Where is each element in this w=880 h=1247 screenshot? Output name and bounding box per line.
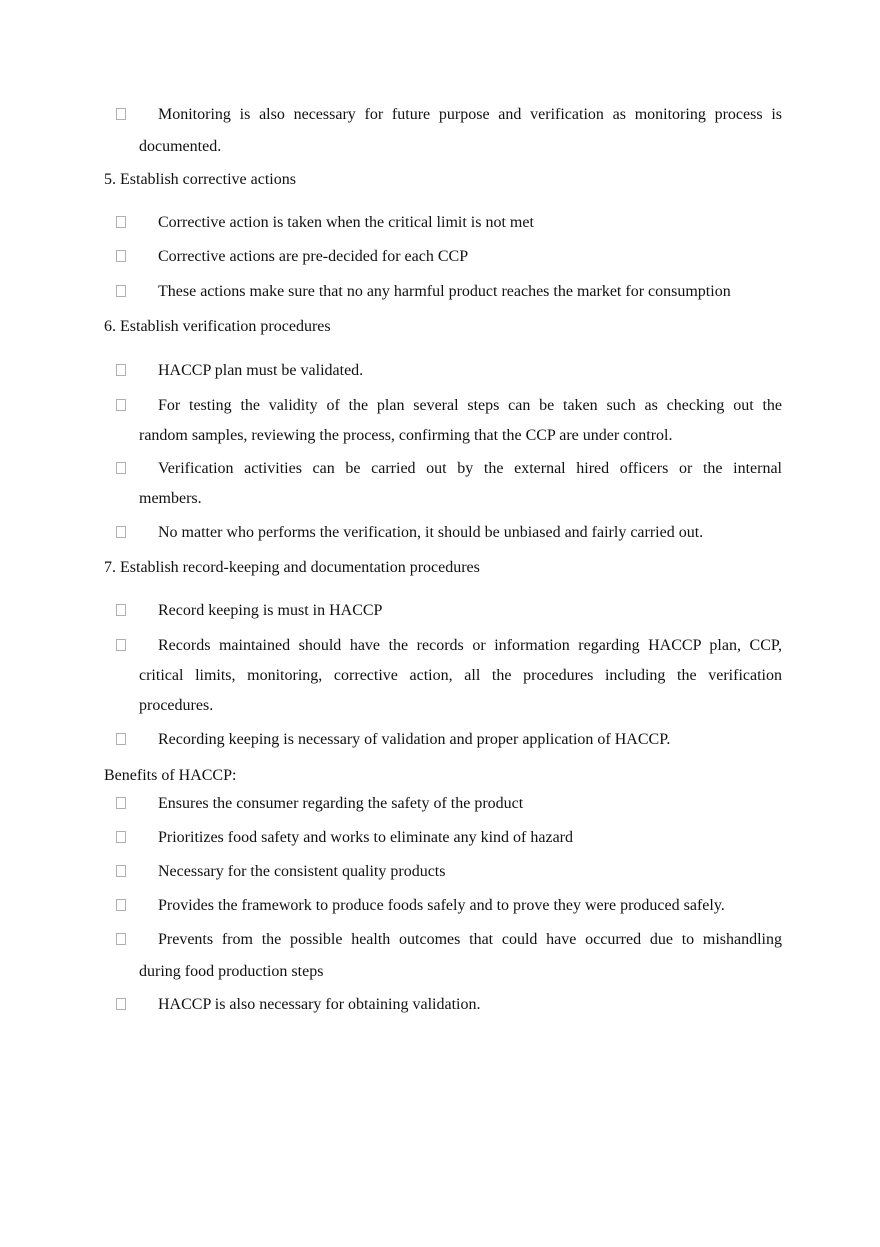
section-heading: 7. Establish record-keeping and documentation procedures — [104, 559, 480, 576]
bullet-text: Corrective action is taken when the critical limit is not met — [158, 214, 534, 231]
bullet-text: HACCP is also necessary for obtaining validation. — [158, 996, 481, 1013]
bullet-continuation-text: documented. — [139, 138, 222, 155]
bullet-continuation-text: during food production steps — [139, 963, 324, 980]
missing-glyph-bullet-icon — [116, 639, 126, 651]
bullet-item — [116, 277, 782, 307]
bullet-text: Records maintained should have the records or information regarding HACCP plan, CCP, — [158, 637, 782, 654]
missing-glyph-bullet-icon — [116, 831, 126, 843]
bullet-item — [116, 857, 782, 887]
bullet-item — [116, 100, 782, 130]
bullet-item — [116, 891, 782, 921]
bullet-continuation-text: members. — [139, 490, 202, 507]
bullet-item — [116, 990, 782, 1020]
bullet-text: Necessary for the consistent quality products — [158, 863, 446, 880]
missing-glyph-bullet-icon — [116, 604, 126, 616]
bullet-item — [116, 518, 782, 548]
bullet-text: Verification activities can be carried out by the external hired officers or the internal — [158, 460, 782, 477]
bullet-item — [116, 242, 782, 272]
section-heading: 6. Establish verification procedures — [104, 318, 331, 335]
bullet-text: Recording keeping is necessary of validation and proper application of HACCP. — [158, 731, 671, 748]
bullet-text: Prioritizes food safety and works to eliminate any kind of hazard — [158, 829, 573, 846]
bullet-continuation-text: critical limits, monitoring, corrective action, all the procedures including the verification — [139, 667, 782, 684]
bullet-text: Record keeping is must in HACCP — [158, 602, 383, 619]
bullet-text: Prevents from the possible health outcomes that could have occurred due to mishandling — [158, 931, 782, 948]
missing-glyph-bullet-icon — [116, 462, 126, 474]
bullet-continuation-text: procedures. — [139, 697, 214, 714]
bullet-item — [116, 725, 782, 755]
bullet-text: Corrective actions are pre-decided for each CCP — [158, 248, 469, 265]
section-heading: 5. Establish corrective actions — [104, 171, 296, 188]
bullet-text: These actions make sure that no any harmful product reaches the market for consumption — [158, 283, 731, 300]
bullet-text: Monitoring is also necessary for future purpose and verification as monitoring process is — [158, 106, 782, 123]
missing-glyph-bullet-icon — [116, 933, 126, 945]
bullet-text: For testing the validity of the plan several steps can be taken such as checking out the — [158, 397, 782, 414]
missing-glyph-bullet-icon — [116, 733, 126, 745]
bullet-item — [116, 596, 782, 626]
missing-glyph-bullet-icon — [116, 899, 126, 911]
bullet-text: Ensures the consumer regarding the safety of the product — [158, 795, 524, 812]
bullet-item — [116, 631, 782, 661]
missing-glyph-bullet-icon — [116, 108, 126, 120]
bullet-continuation-text: random samples, reviewing the process, confirming that the CCP are under control. — [139, 427, 673, 444]
bullet-item — [116, 208, 782, 238]
bullet-item — [116, 789, 782, 819]
bullet-item — [116, 925, 782, 955]
missing-glyph-bullet-icon — [116, 364, 126, 376]
bullet-item — [116, 356, 782, 386]
bullet-text: No matter who performs the verification, it should be unbiased and fairly carried out. — [158, 524, 704, 541]
section-heading: Benefits of HACCP: — [104, 767, 237, 784]
bullet-item — [116, 823, 782, 853]
missing-glyph-bullet-icon — [116, 865, 126, 877]
missing-glyph-bullet-icon — [116, 250, 126, 262]
bullet-item — [116, 454, 782, 484]
missing-glyph-bullet-icon — [116, 285, 126, 297]
bullet-item — [116, 391, 782, 421]
missing-glyph-bullet-icon — [116, 526, 126, 538]
bullet-text: Provides the framework to produce foods safely and to prove they were produced safely. — [158, 897, 725, 914]
missing-glyph-bullet-icon — [116, 399, 126, 411]
bullet-text: HACCP plan must be validated. — [158, 362, 364, 379]
missing-glyph-bullet-icon — [116, 797, 126, 809]
missing-glyph-bullet-icon — [116, 998, 126, 1010]
missing-glyph-bullet-icon — [116, 216, 126, 228]
